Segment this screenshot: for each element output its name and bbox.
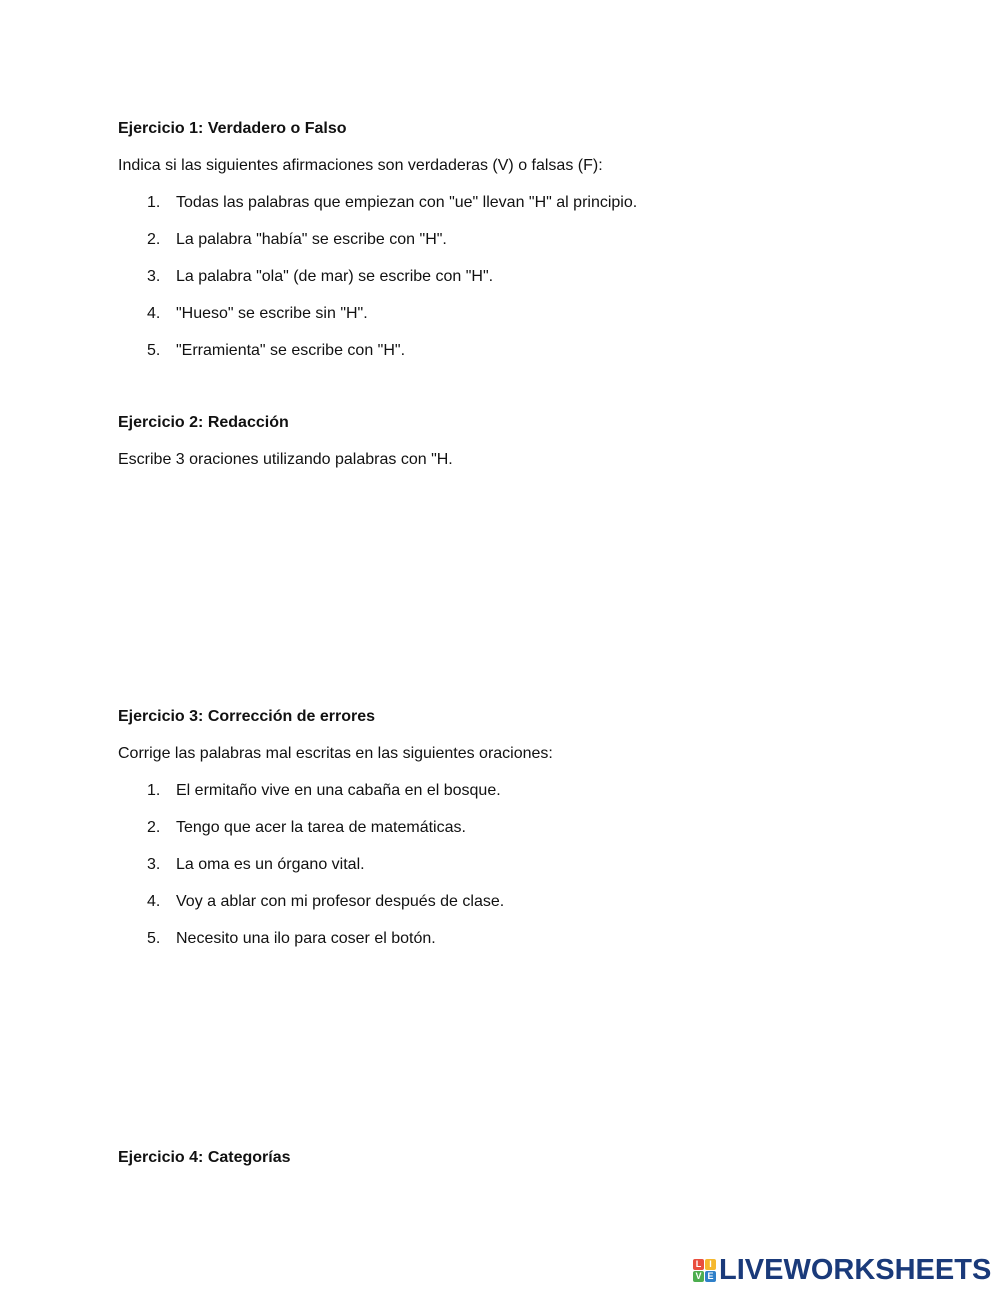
item-text: "Hueso" se escribe sin "H". [176, 305, 368, 322]
item-number: 4. [147, 893, 161, 910]
item-number: 3. [147, 268, 161, 285]
exercise-1-title: Ejercicio 1: Verdadero o Falso [118, 120, 347, 137]
liveworksheets-logo [693, 1255, 991, 1285]
list-item [118, 780, 918, 802]
exercise-2 [118, 413, 918, 471]
logo-letter: I [705, 1259, 716, 1270]
exercise-1-instruction: Indica si las siguientes afirmaciones son verdaderas (V) o falsas (F): [118, 157, 603, 174]
exercise-4-title: Ejercicio 4: Categorías [118, 1149, 291, 1166]
list-item [118, 266, 918, 288]
item-number: 3. [147, 856, 161, 873]
item-text: Todas las palabras que empiezan con "ue" llevan "H" al principio. [176, 194, 638, 211]
item-number: 1. [147, 194, 161, 211]
liveworksheets-logo-icon [693, 1259, 716, 1282]
exercise-2-instruction: Escribe 3 oraciones utilizando palabras con "H. [118, 451, 453, 468]
list-item [118, 891, 918, 913]
item-text: "Erramienta" se escribe con "H". [176, 342, 406, 359]
item-text: La oma es un órgano vital. [176, 856, 365, 873]
list-item [118, 229, 918, 251]
exercise-1-list [118, 192, 918, 362]
list-item [118, 854, 918, 876]
exercise-3-list [118, 780, 918, 950]
list-item [118, 303, 918, 325]
exercise-3 [118, 707, 918, 965]
item-number: 2. [147, 819, 161, 836]
logo-letter: L [693, 1259, 704, 1270]
exercise-1 [118, 119, 918, 377]
exercise-3-instruction: Corrige las palabras mal escritas en las siguientes oraciones: [118, 745, 553, 762]
item-text: El ermitaño vive en una cabaña en el bosque. [176, 782, 501, 799]
item-text: La palabra "ola" (de mar) se escribe con "H". [176, 268, 494, 285]
liveworksheets-logo-text: LIVEWORKSHEETS [719, 1254, 992, 1286]
item-text: La palabra "había" se escribe con "H". [176, 231, 447, 248]
list-item [118, 817, 918, 839]
logo-letter: V [693, 1271, 704, 1282]
item-number: 5. [147, 930, 161, 947]
item-number: 1. [147, 782, 161, 799]
item-number: 4. [147, 305, 161, 322]
item-text: Necesito una ilo para coser el botón. [176, 930, 436, 947]
logo-letter: E [705, 1271, 716, 1282]
item-text: Voy a ablar con mi profesor después de clase. [176, 893, 505, 910]
exercise-2-title: Ejercicio 2: Redacción [118, 414, 289, 431]
list-item [118, 340, 918, 362]
exercise-4 [118, 1148, 918, 1168]
exercise-3-title: Ejercicio 3: Corrección de errores [118, 708, 375, 725]
list-item [118, 928, 918, 950]
item-text: Tengo que acer la tarea de matemáticas. [176, 819, 466, 836]
item-number: 2. [147, 231, 161, 248]
list-item [118, 192, 918, 214]
item-number: 5. [147, 342, 161, 359]
